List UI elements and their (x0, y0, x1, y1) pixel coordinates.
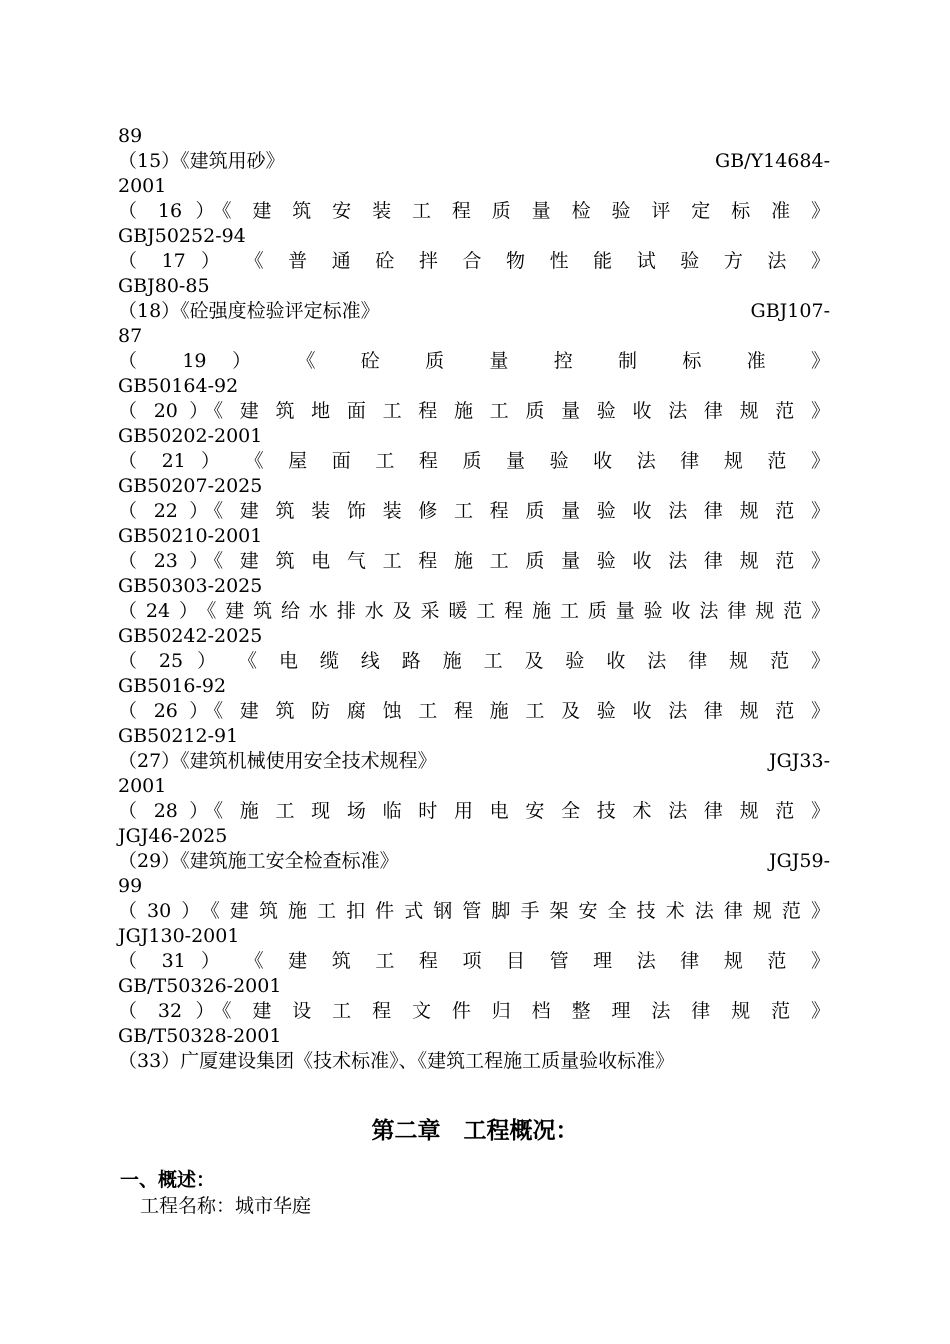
reference-line: GB50212-91 (118, 725, 239, 747)
reference-title: （18）《砼强度检验评定标准》 (118, 300, 380, 322)
reference-code: GBJ107- (750, 300, 830, 322)
reference-line (118, 149, 830, 174)
reference-line: （ 17 ） 《 普 通 砼 拌 合 物 性 能 试 验 方 法 》 (118, 250, 830, 272)
reference-line: （ 22 ）《 建 筑 装 饰 装 修 工 程 质 量 验 收 法 律 规 范 》 (118, 500, 830, 522)
reference-line: （ 32 ）《 建 设 工 程 文 件 归 档 整 理 法 律 规 范 》 (118, 1000, 830, 1022)
reference-line (118, 299, 830, 324)
reference-code: GB/Y14684- (715, 150, 830, 172)
reference-line: （ 31 ） 《 建 筑 工 程 项 目 管 理 法 律 规 范 》 (118, 950, 830, 972)
reference-line: （ 21 ） 《 屋 面 工 程 质 量 验 收 法 律 规 范 》 (118, 450, 830, 472)
reference-line: JGJ46-2025 (118, 825, 228, 847)
reference-title: （15）《建筑用砂》 (118, 150, 285, 172)
reference-line: （33）广厦建设集团《技术标准》、《建筑工程施工质量验收标准》 (118, 1050, 675, 1072)
reference-line: GB50242-2025 (118, 625, 263, 647)
project-name-line: 工程名称：城市华庭 (140, 1195, 312, 1217)
reference-line: GB5016-92 (118, 675, 227, 697)
reference-line: （ 16 ）《 建 筑 安 装 工 程 质 量 检 验 评 定 标 准 》 (118, 200, 830, 222)
reference-line: GB50207-2025 (118, 475, 263, 497)
reference-line: 89 (118, 125, 143, 147)
reference-line: GB50202-2001 (118, 425, 263, 447)
reference-line: （ 28 ）《 施 工 现 场 临 时 用 电 安 全 技 术 法 律 规 范 》 (118, 800, 830, 822)
reference-line: （24）《建筑给水排水及采暖工程施工质量验收法律规范》 (118, 600, 830, 622)
reference-line: GBJ50252-94 (118, 225, 246, 247)
reference-line: （ 23 ）《 建 筑 电 气 工 程 施 工 质 量 验 收 法 律 规 范 》 (118, 550, 830, 572)
standards-reference-list (118, 124, 830, 1074)
reference-line: GB50210-2001 (118, 525, 263, 547)
reference-line: GB50164-92 (118, 375, 239, 397)
reference-line: GB50303-2025 (118, 575, 263, 597)
reference-code: JGJ59- (768, 850, 830, 872)
chapter-title: 第二章 工程概况： (371, 1118, 579, 1144)
reference-line (118, 849, 830, 874)
reference-line: （ 25 ） 《 电 缆 线 路 施 工 及 验 收 法 律 规 范 》 (118, 650, 830, 672)
reference-line (118, 749, 830, 774)
reference-line: 2001 (118, 775, 167, 797)
reference-title: （29）《建筑施工安全检查标准》 (118, 850, 399, 872)
reference-line: （ 26 ）《 建 筑 防 腐 蚀 工 程 施 工 及 验 收 法 律 规 范 》 (118, 700, 830, 722)
reference-title: （27）《建筑机械使用安全技术规程》 (118, 750, 437, 772)
reference-line: GBJ80-85 (118, 275, 210, 297)
reference-line: （ 20 ）《 建 筑 地 面 工 程 施 工 质 量 验 收 法 律 规 范 》 (118, 400, 830, 422)
reference-line: JGJ130-2001 (118, 925, 240, 947)
reference-line: （ 19 ） 《 砼 质 量 控 制 标 准 》 (118, 350, 830, 372)
reference-line: 87 (118, 325, 143, 347)
reference-code: JGJ33- (768, 750, 830, 772)
section-heading: 一、概述： (120, 1169, 216, 1191)
reference-line: （30）《建筑施工扣件式钢管脚手架安全技术法律规范》 (118, 900, 830, 922)
reference-line: GB/T50326-2001 (118, 975, 282, 997)
reference-line: 2001 (118, 175, 167, 197)
reference-line: 99 (118, 875, 143, 897)
reference-line: GB/T50328-2001 (118, 1025, 282, 1047)
